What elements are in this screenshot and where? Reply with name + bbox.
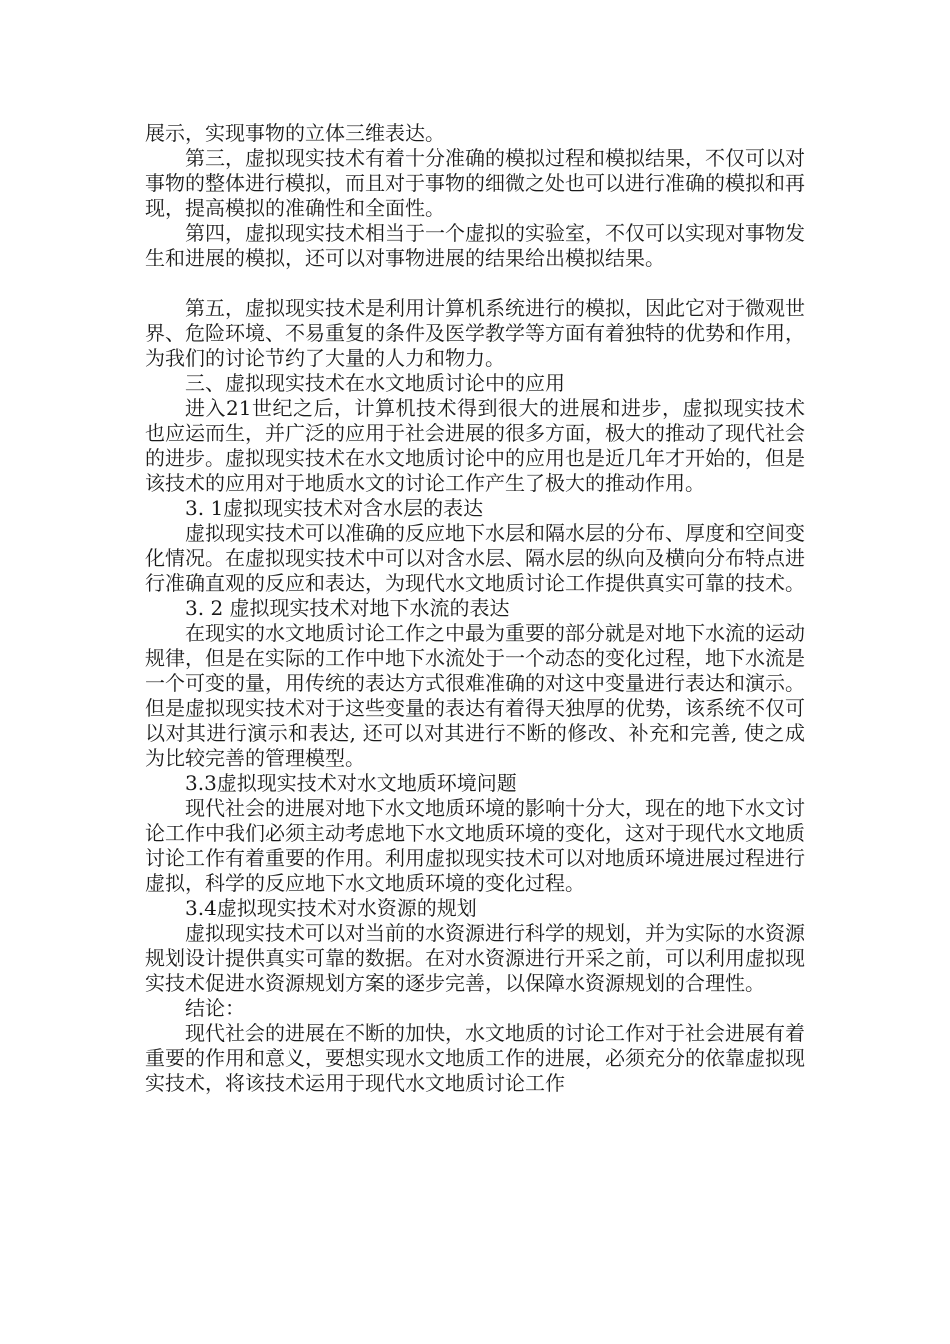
paragraph-third-point: 第三，虚拟现实技术有着十分准确的模拟过程和模拟结果，不仅可以对事物的整体进行模拟，而且对于事物的细微之处也可以进行准确的模拟和再现，提高模拟的准确性和全面性。 [145, 146, 805, 220]
paragraph-continuation: 展示，实现事物的立体三维表达。 [145, 121, 445, 145]
document-body [145, 121, 805, 1096]
paragraph-3-1: 虚拟现实技术可以准确的反应地下水层和隔水层的分布、厚度和空间变化情况。在虚拟现实技术中可以对含水层、隔水层的纵向及横向分布特点进行准确直观的反应和表达，为现代水文地质讨论工作提供真实可靠的技术。 [145, 521, 805, 595]
paragraph-3-3: 现代社会的进展对地下水文地质环境的影响十分大，现在的地下水文讨论工作中我们必须主动考虑地下水文地质环境的变化，这对于现代水文地质讨论工作有着重要的作用。利用虚拟现实技术可以对地质环境进展过程进行虚拟，科学的反应地下水文地质环境的变化过程。 [145, 796, 805, 895]
section-heading-3: 三、虚拟现实技术在水文地质讨论中的应用 [185, 371, 565, 395]
paragraph-spacer [145, 271, 805, 296]
paragraph-3-4: 虚拟现实技术可以对当前的水资源进行科学的规划，并为实际的水资源规划设计提供真实可靠的数据。在对水资源进行开采之前，可以利用虚拟现实技术促进水资源规划方案的逐步完善，以保障水资源规划的合理性。 [145, 921, 805, 995]
paragraph-fifth-point: 第五，虚拟现实技术是利用计算机系统进行的模拟，因此它对于微观世界、危险环境、不易重复的条件及医学教学等方面有着独特的优势和作用，为我们的讨论节约了大量的人力和物力。 [145, 296, 805, 370]
paragraph-fourth-point: 第四，虚拟现实技术相当于一个虚拟的实验室，不仅可以实现对事物发生和进展的模拟，还可以对事物进展的结果给出模拟结果。 [145, 221, 805, 270]
subheading-3-2: 3. 2 虚拟现实技术对地下水流的表达 [185, 596, 510, 620]
subheading-3-4: 3.4虚拟现实技术对水资源的规划 [185, 896, 477, 920]
subheading-3-3: 3.3虚拟现实技术对水文地质环境问题 [185, 771, 517, 795]
subheading-3-1: 3. 1虚拟现实技术对含水层的表达 [185, 496, 484, 520]
conclusion-heading: 结论： [185, 996, 245, 1020]
paragraph-section-3-intro: 进入21世纪之后，计算机技术得到很大的进展和进步，虚拟现实技术也应运而生，并广泛的应用于社会进展的很多方面，极大的推动了现代社会的进步。虚拟现实技术在水文地质讨论中的应用也是近几年才开始的，但是该技术的应用对于地质水文的讨论工作产生了极大的推动作用。 [145, 396, 805, 495]
paragraph-conclusion: 现代社会的进展在不断的加快，水文地质的讨论工作对于社会进展有着重要的作用和意义，要想实现水文地质工作的进展，必须充分的依靠虚拟现实技术，将该技术运用于现代水文地质讨论工作 [145, 1021, 805, 1095]
paragraph-3-2: 在现实的水文地质讨论工作之中最为重要的部分就是对地下水流的运动规律，但是在实际的工作中地下水流处于一个动态的变化过程，地下水流是一个可变的量，用传统的表达方式很难准确的对这中变量进行表达和演示。但是虚拟现实技术对于这些变量的表达有着得天独厚的优势，该系统不仅可以对其进行演示和表达, 还可以对其进行不断的修改、补充和完善, 使之成为比较完善的管理模型。 [145, 621, 805, 770]
